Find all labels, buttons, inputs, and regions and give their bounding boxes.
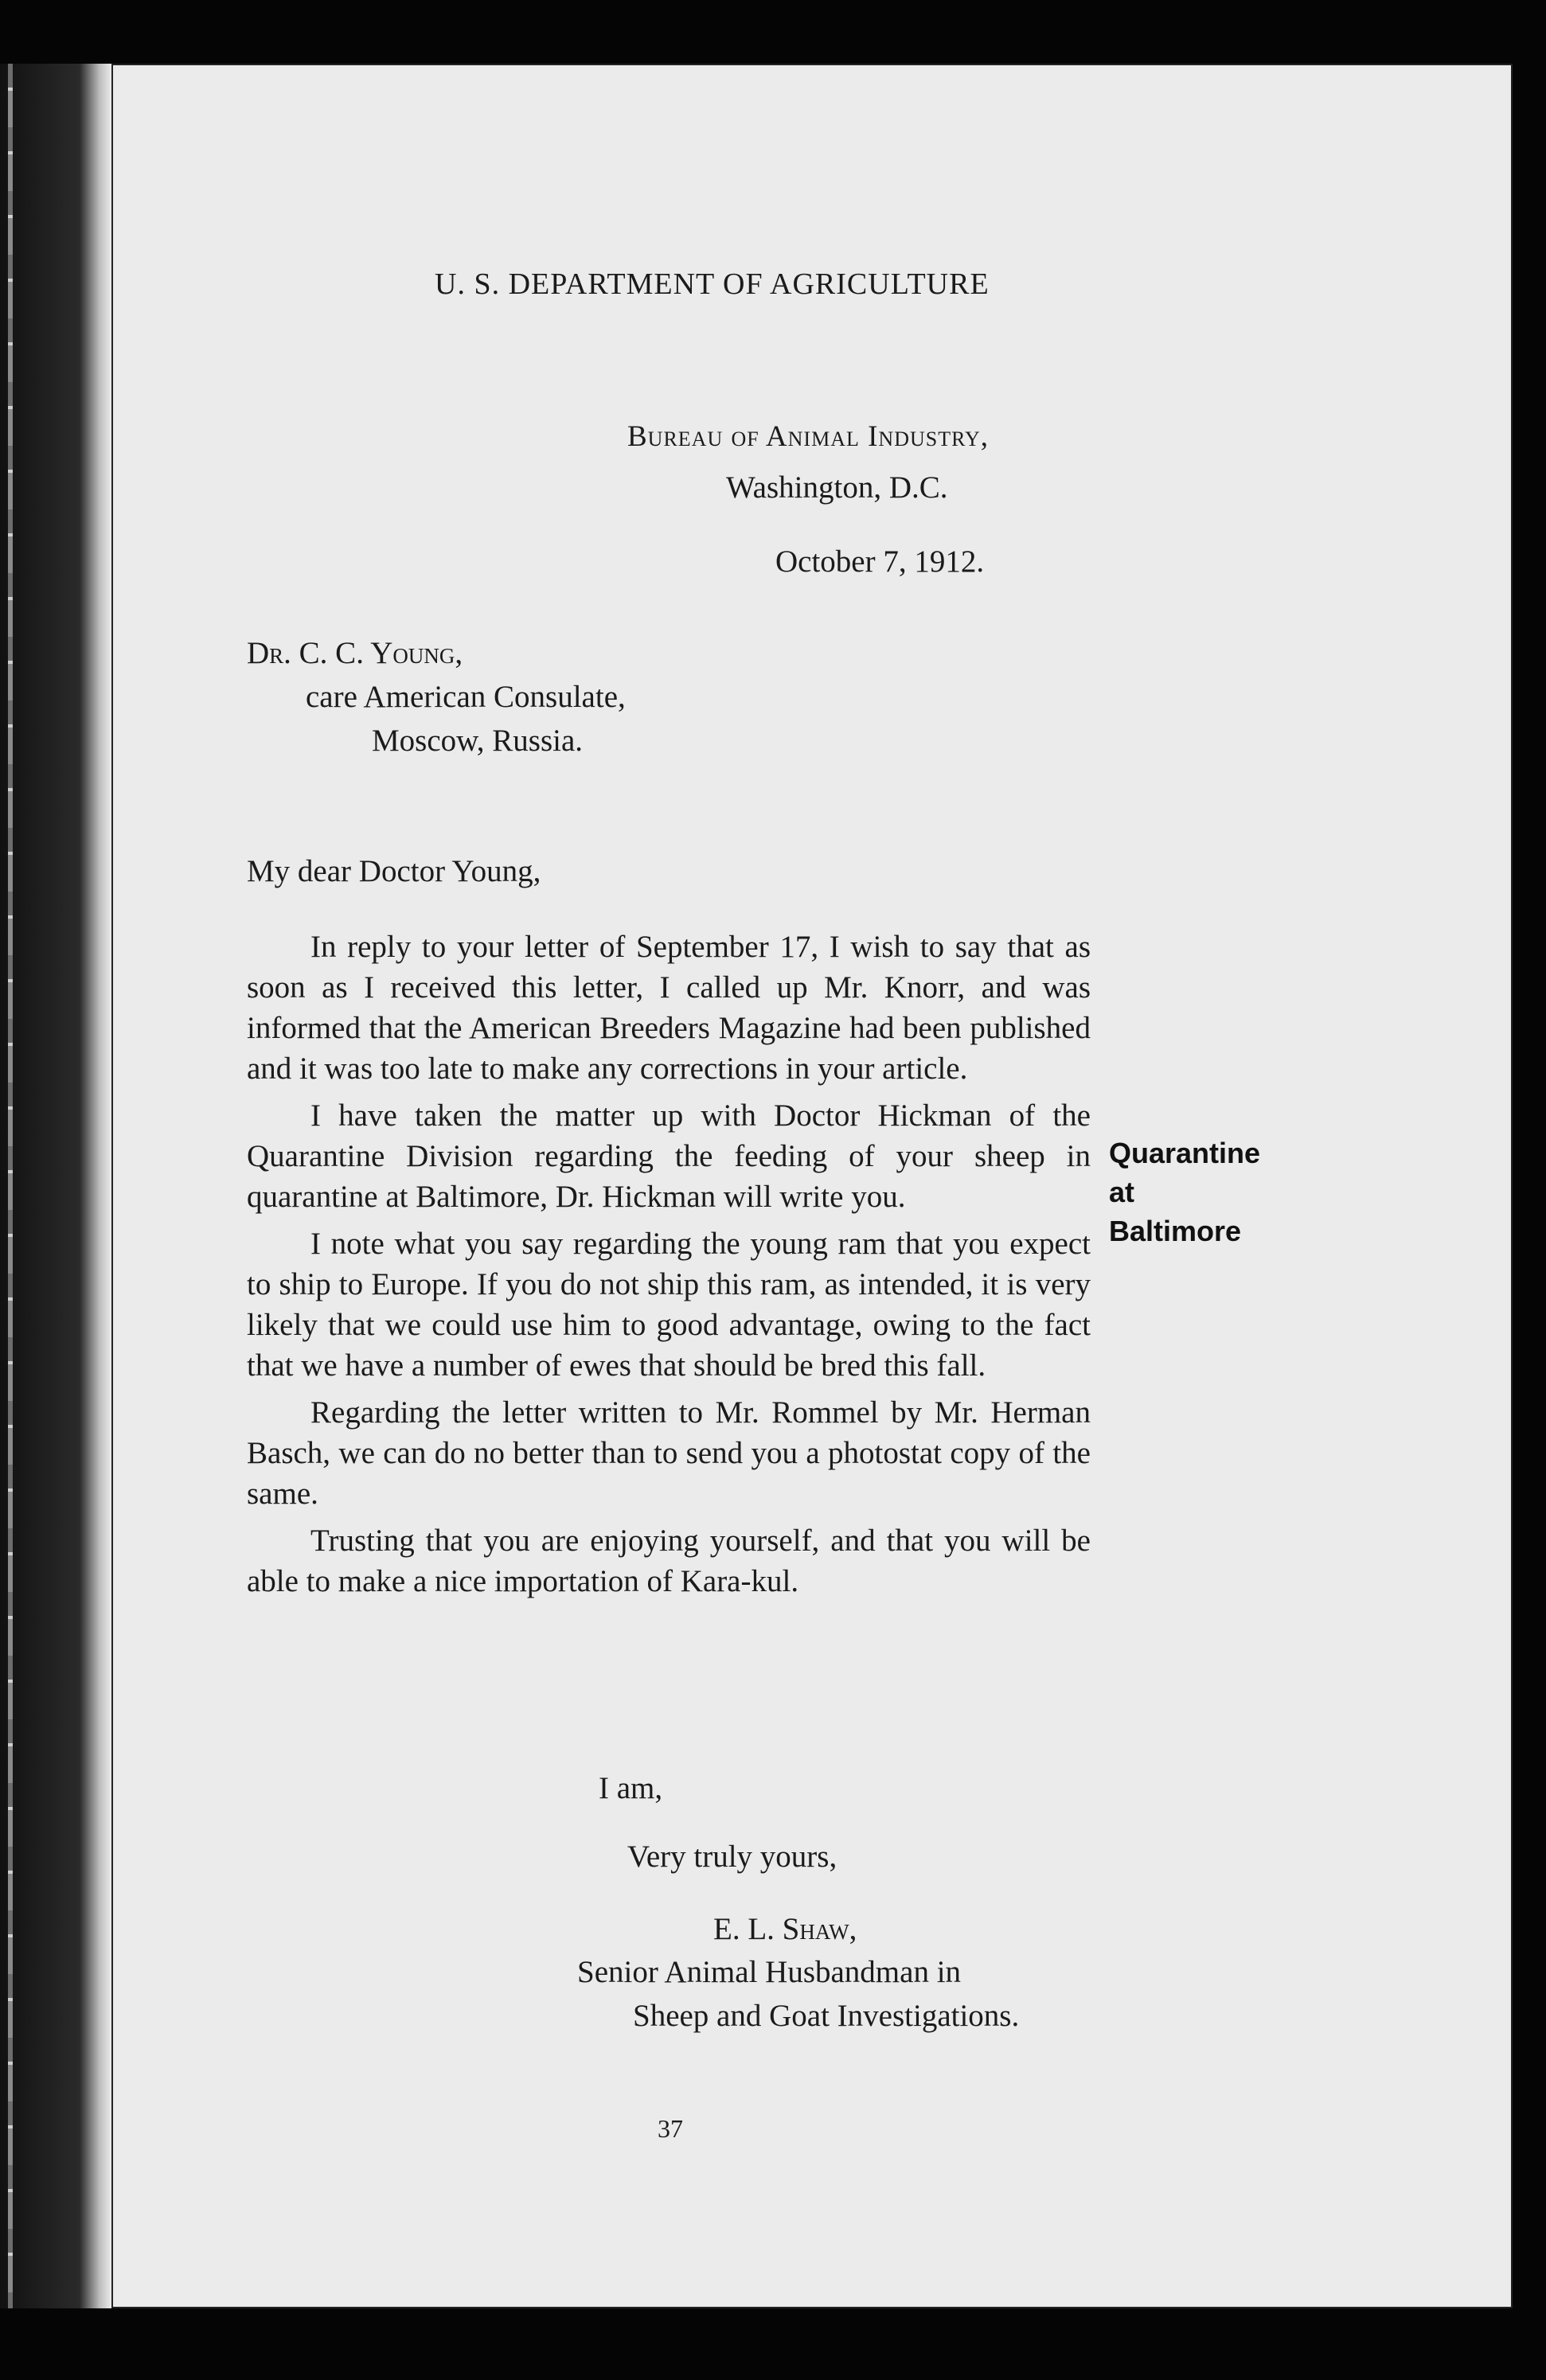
- body-paragraph: I have taken the matter up with Doctor Hickman of the Quarantine Division regarding the feeding of your sheep in quarantine at Baltimore, Dr. Hickman will write you.: [247, 1098, 1091, 1214]
- margin-note-line: Baltimore: [1109, 1215, 1242, 1247]
- letter-body: [247, 927, 1091, 1608]
- signer-title: Senior Animal Husbandman in: [577, 1955, 962, 1989]
- signer-division: Sheep and Goat Investigations.: [633, 1999, 1020, 2033]
- page-number: 37: [658, 2114, 683, 2143]
- signer-name: E. L. Shaw,: [713, 1912, 857, 1946]
- bureau-name: Bureau of Animal Industry,: [627, 420, 990, 453]
- recipient-care-of: care American Consulate,: [306, 680, 626, 714]
- closing-i-am: I am,: [599, 1771, 663, 1805]
- margin-note: [1109, 1133, 1260, 1250]
- margin-note-line: at: [1109, 1176, 1135, 1208]
- body-paragraph: In reply to your letter of September 17, I wish to say that as soon as I received this letter, I called up Mr. Knorr, and was informed that the American Breeders Magazine had been published and it was too late to make any corrections in your article.: [247, 930, 1091, 1086]
- recipient-name: Dr. C. C. Young,: [247, 636, 463, 670]
- binding-edge: [8, 64, 13, 2308]
- department-header: U. S. DEPARTMENT OF AGRICULTURE: [435, 267, 990, 301]
- bureau-location: Washington, D.C.: [726, 470, 948, 505]
- body-paragraph: Regarding the letter written to Mr. Rommel by Mr. Herman Basch, we can do no better than to send you a photostat copy of the same.: [247, 1395, 1091, 1511]
- margin-note-line: Quarantine: [1109, 1137, 1261, 1169]
- body-paragraph: I note what you say regarding the young ram that you expect to ship to Europe. If you do not ship this ram, as intended, it is very likely that we could use him to good advantage, owing to the fact that we have a number of ewes that should be bred this fall.: [247, 1227, 1091, 1383]
- book-binding: [0, 64, 111, 2308]
- letter-date: October 7, 1912.: [775, 544, 985, 579]
- body-paragraph: Trusting that you are enjoying yourself, and that you will be able to make a nice importation of Kara-kul.: [247, 1524, 1091, 1598]
- closing-sign-off: Very truly yours,: [627, 1840, 837, 1874]
- salutation: My dear Doctor Young,: [247, 854, 541, 888]
- recipient-city: Moscow, Russia.: [372, 724, 584, 758]
